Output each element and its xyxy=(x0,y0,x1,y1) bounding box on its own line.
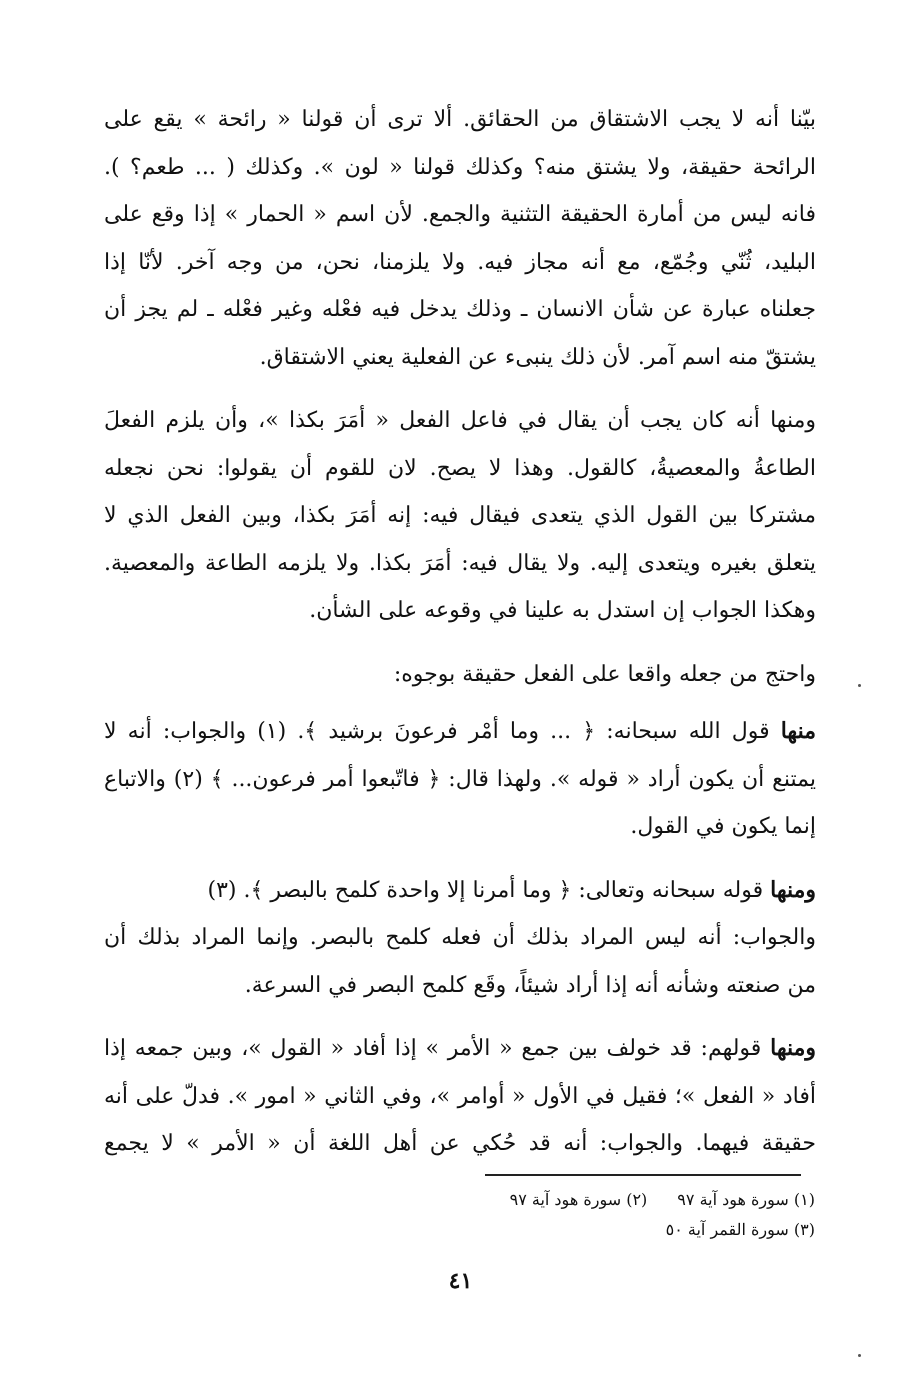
text-line: البليد، ثُنّي وجُمّع، مع أنه مجاز فيه. ولا يلزمنا، نحن، من وجه آخر. لأنّا إذا xyxy=(104,249,816,275)
text-line xyxy=(104,867,816,915)
text-line: حقيقة فيهما. والجواب: أنه قد حُكي عن أهل اللغة أن « الأمر » لا يجمع xyxy=(104,1131,816,1156)
text-line: مشتركا بين القول الذي يتعدى فيقال فيه: إنه أمَرَ بكذا، وبين الفعل الذي لا xyxy=(104,503,816,528)
footnote: (٢) سورة هود آية ٩٧ xyxy=(509,1190,648,1209)
line-text: قوله سبحانه وتعالى: ﴿ وما أمرنا إلا واحدة كلمح بالبصر ﴾. (٣) xyxy=(207,877,764,903)
text-line: واحتج من جعله واقعا على الفعل حقيقة بوجوه: xyxy=(393,661,816,687)
footnote: (٣) سورة القمر آية ٥٠ xyxy=(665,1220,815,1239)
text-line: وهكذا الجواب إن استدل به علينا في وقوعه على الشأن. xyxy=(309,598,816,623)
text-line xyxy=(104,708,816,756)
scan-speck xyxy=(858,684,861,687)
paragraph-5 xyxy=(104,867,816,1010)
text-line: والجواب: أنه ليس المراد بذلك أن فعله كلمح بالبصر. وإنما المراد بذلك أن xyxy=(104,925,816,950)
footnote-line xyxy=(395,1215,815,1245)
page-number: ٤١ xyxy=(448,1268,473,1294)
footnote-line xyxy=(395,1185,815,1215)
text-line: يتعلق بغيره ويتعدى إليه. ولا يقال فيه: أمَرَ بكذا. ولا يلزمه الطاعة والمعصية. xyxy=(104,550,816,576)
text-line: الرائحة حقيقة، ولا يشتق منه؟ وكذلك قولنا « لون ». وكذلك ( ... طعم؟ ). xyxy=(104,154,816,180)
footnote: (١) سورة هود آية ٩٧ xyxy=(677,1190,815,1209)
paragraph-1 xyxy=(104,96,816,381)
text-line: من صنعته وشأنه أنه إذا أراد شيئاً، وقَع كلمح البصر في السرعة. xyxy=(244,972,816,998)
lead-word: ومنها xyxy=(770,1035,816,1061)
text-line: ومنها أنه كان يجب أن يقال في فاعل الفعل « أمَرَ بكذا »، وأن يلزم الفعلَ xyxy=(104,408,816,433)
text-line: يشتقّ منه اسم آمر. لأن ذلك ينبىء عن الفعلية يعني الاشتقاق. xyxy=(259,344,816,370)
line-text: قولهم: قد خولف بين جمع « الأمر » إذا أفاد « القول »، وبين جمعه إذا xyxy=(104,1036,762,1061)
paragraph-3 xyxy=(104,651,816,699)
footnotes xyxy=(395,1185,815,1245)
text-line xyxy=(104,1025,816,1073)
text-line: جعلناه عبارة عن شأن الانسان ـ وذلك يدخل فيه فعْله وغير فعْله ـ لم يجز أن xyxy=(104,297,816,322)
lead-word: منها xyxy=(780,718,816,744)
text-line: يمتنع أن يكون أراد « قوله ». ولهذا قال: ﴿ فاتّبعوا أمر فرعون... ﴾ (٢) والاتباع xyxy=(104,766,817,792)
paragraph-2 xyxy=(104,397,816,635)
lead-word: ومنها xyxy=(770,876,816,903)
text-line: الطاعةُ والمعصيةُ، كالقول. وهذا لا يصح. لان للقوم أن يقولوا: نحن نجعله xyxy=(104,455,816,481)
text-line: بيّنا أنه لا يجب الاشتقاق من الحقائق. ألا ترى أن قولنا « رائحة » يقع على xyxy=(104,107,816,132)
footnote-divider xyxy=(485,1174,801,1176)
text-line: أفاد « الفعل »؛ فقيل في الأول « أوامر »، وفي الثاني « امور ». فدلّ على أنه xyxy=(104,1083,816,1109)
text-line: إنما يكون في القول. xyxy=(630,814,816,839)
paragraph-4 xyxy=(104,708,816,851)
page-body xyxy=(104,96,816,1168)
scan-speck xyxy=(858,1354,861,1357)
paragraph-6 xyxy=(104,1025,816,1168)
text-line: فانه ليس من أمارة الحقيقة التثنية والجمع. لأن اسم « الحمار » إذا وقع على xyxy=(104,202,816,227)
line-text: قول الله سبحانه: ﴿ ... وما أمْر فرعونَ برشيد ﴾. (١) والجواب: أنه لا xyxy=(104,719,770,744)
